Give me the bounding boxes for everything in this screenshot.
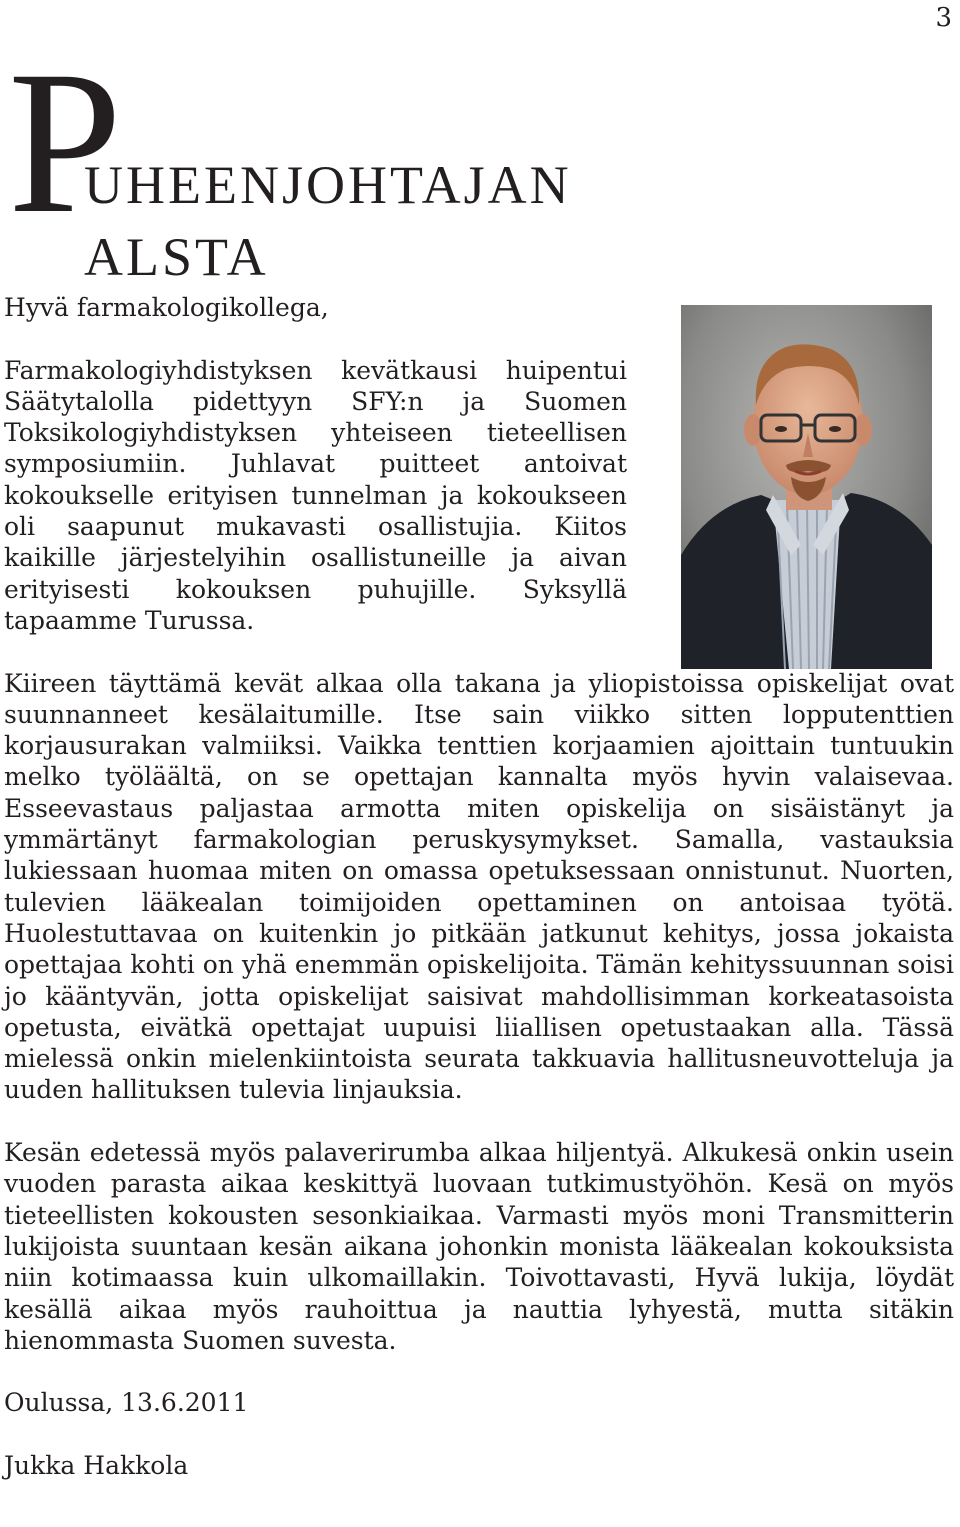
paragraph-3-text: Kesän edetessä myös palaverirumba alkaa hiljentyä. Alkukesä onkin usein vuoden parasta aikaa keskittyä luovaan tutkimustyöhön. Kesä on myös tieteellisten kokousten sesonkiaikaa. Varmasti myös moni Transmitterin lukijoista suuntaan kesän aikana johonkin monista lääkealan kokouksista niin kotimaassa kuin ulkomaillakin. Toivottavasti, Hyvä lukija, löydät kesällä aikaa myös rauhoittua ja nauttia lyhyestä, mutta sitäkin hienommasta Suomen suvesta. <box>4 1138 954 1355</box>
title-initial: P <box>8 29 123 256</box>
title-line-2: ALSTA <box>84 227 269 287</box>
paragraph-3 <box>4 1137 954 1356</box>
paragraph-1 <box>4 355 627 637</box>
page-title <box>8 29 628 287</box>
paragraph-2 <box>4 668 954 1106</box>
signature: Jukka Hakkola <box>4 1450 189 1480</box>
greeting: Hyvä farmakologikollega, <box>4 293 329 322</box>
paragraph-1-text: Farmakologiyhdistyksen kevätkausi huipentui Säätytalolla pidettyyn SFY:n ja Suomen Toksikologiyhdistyksen yhteiseen tieteellisen symposiumiin. Juhlavat puitteet antoivat kokoukselle erityisen tunnelman ja kokoukseen oli saapunut mukavasti osallistujia. Kiitos kaikille järjestelyihin osallistuneille ja aivan erityisesti kokouksen puhujille. Syksyllä tapaamme Turussa. <box>4 355 627 635</box>
paragraph-2-text: Kiireen täyttämä kevät alkaa olla takana ja yliopistoissa opiskelijat ovat suunnanneet kesälaitumille. Itse sain viikko sitten lopputenttien korjausurakan valmiiksi. Vaikka tenttien korjaamien ajoittain tuntuukin melko työläältä, on se opettajan kannalta myös hyvin valaisevaa. Esseevastaus paljastaa armotta miten opiskelija on sisäistänyt ja ymmärtänyt farmakologian peruskysymykset. Samalla, vastauksia lukiessaan huomaa miten on omassa opetuksessaan onnistunut. Nuorten, tulevien lääkealan toimijoiden opettaminen on antoisaa työtä. Huolestuttavaa on kuitenkin jo pitkään jatkunut kehitys, jossa jokaista opettajaa kohti on yhä enemmän opiskelijoita. Tämän kehityssuunnan soisi jo kääntyvän, jotta opiskelijat saisivat mahdollisimman korkeatasoista opetusta, eivätkä opettajat uupuisi liiallisen opetustaakan alla. Tässä mielessä onkin mielenkiintoista seurata takkuavia hallitusneuvotteluja ja uuden hallituksen tulevia linjauksia. <box>4 668 954 1105</box>
page-number: 3 <box>935 3 952 33</box>
article-body <box>4 292 954 1513</box>
title-line-1: UHEENJOHTAJAN <box>84 155 572 215</box>
place-date: Oulussa, 13.6.2011 <box>4 1388 249 1418</box>
